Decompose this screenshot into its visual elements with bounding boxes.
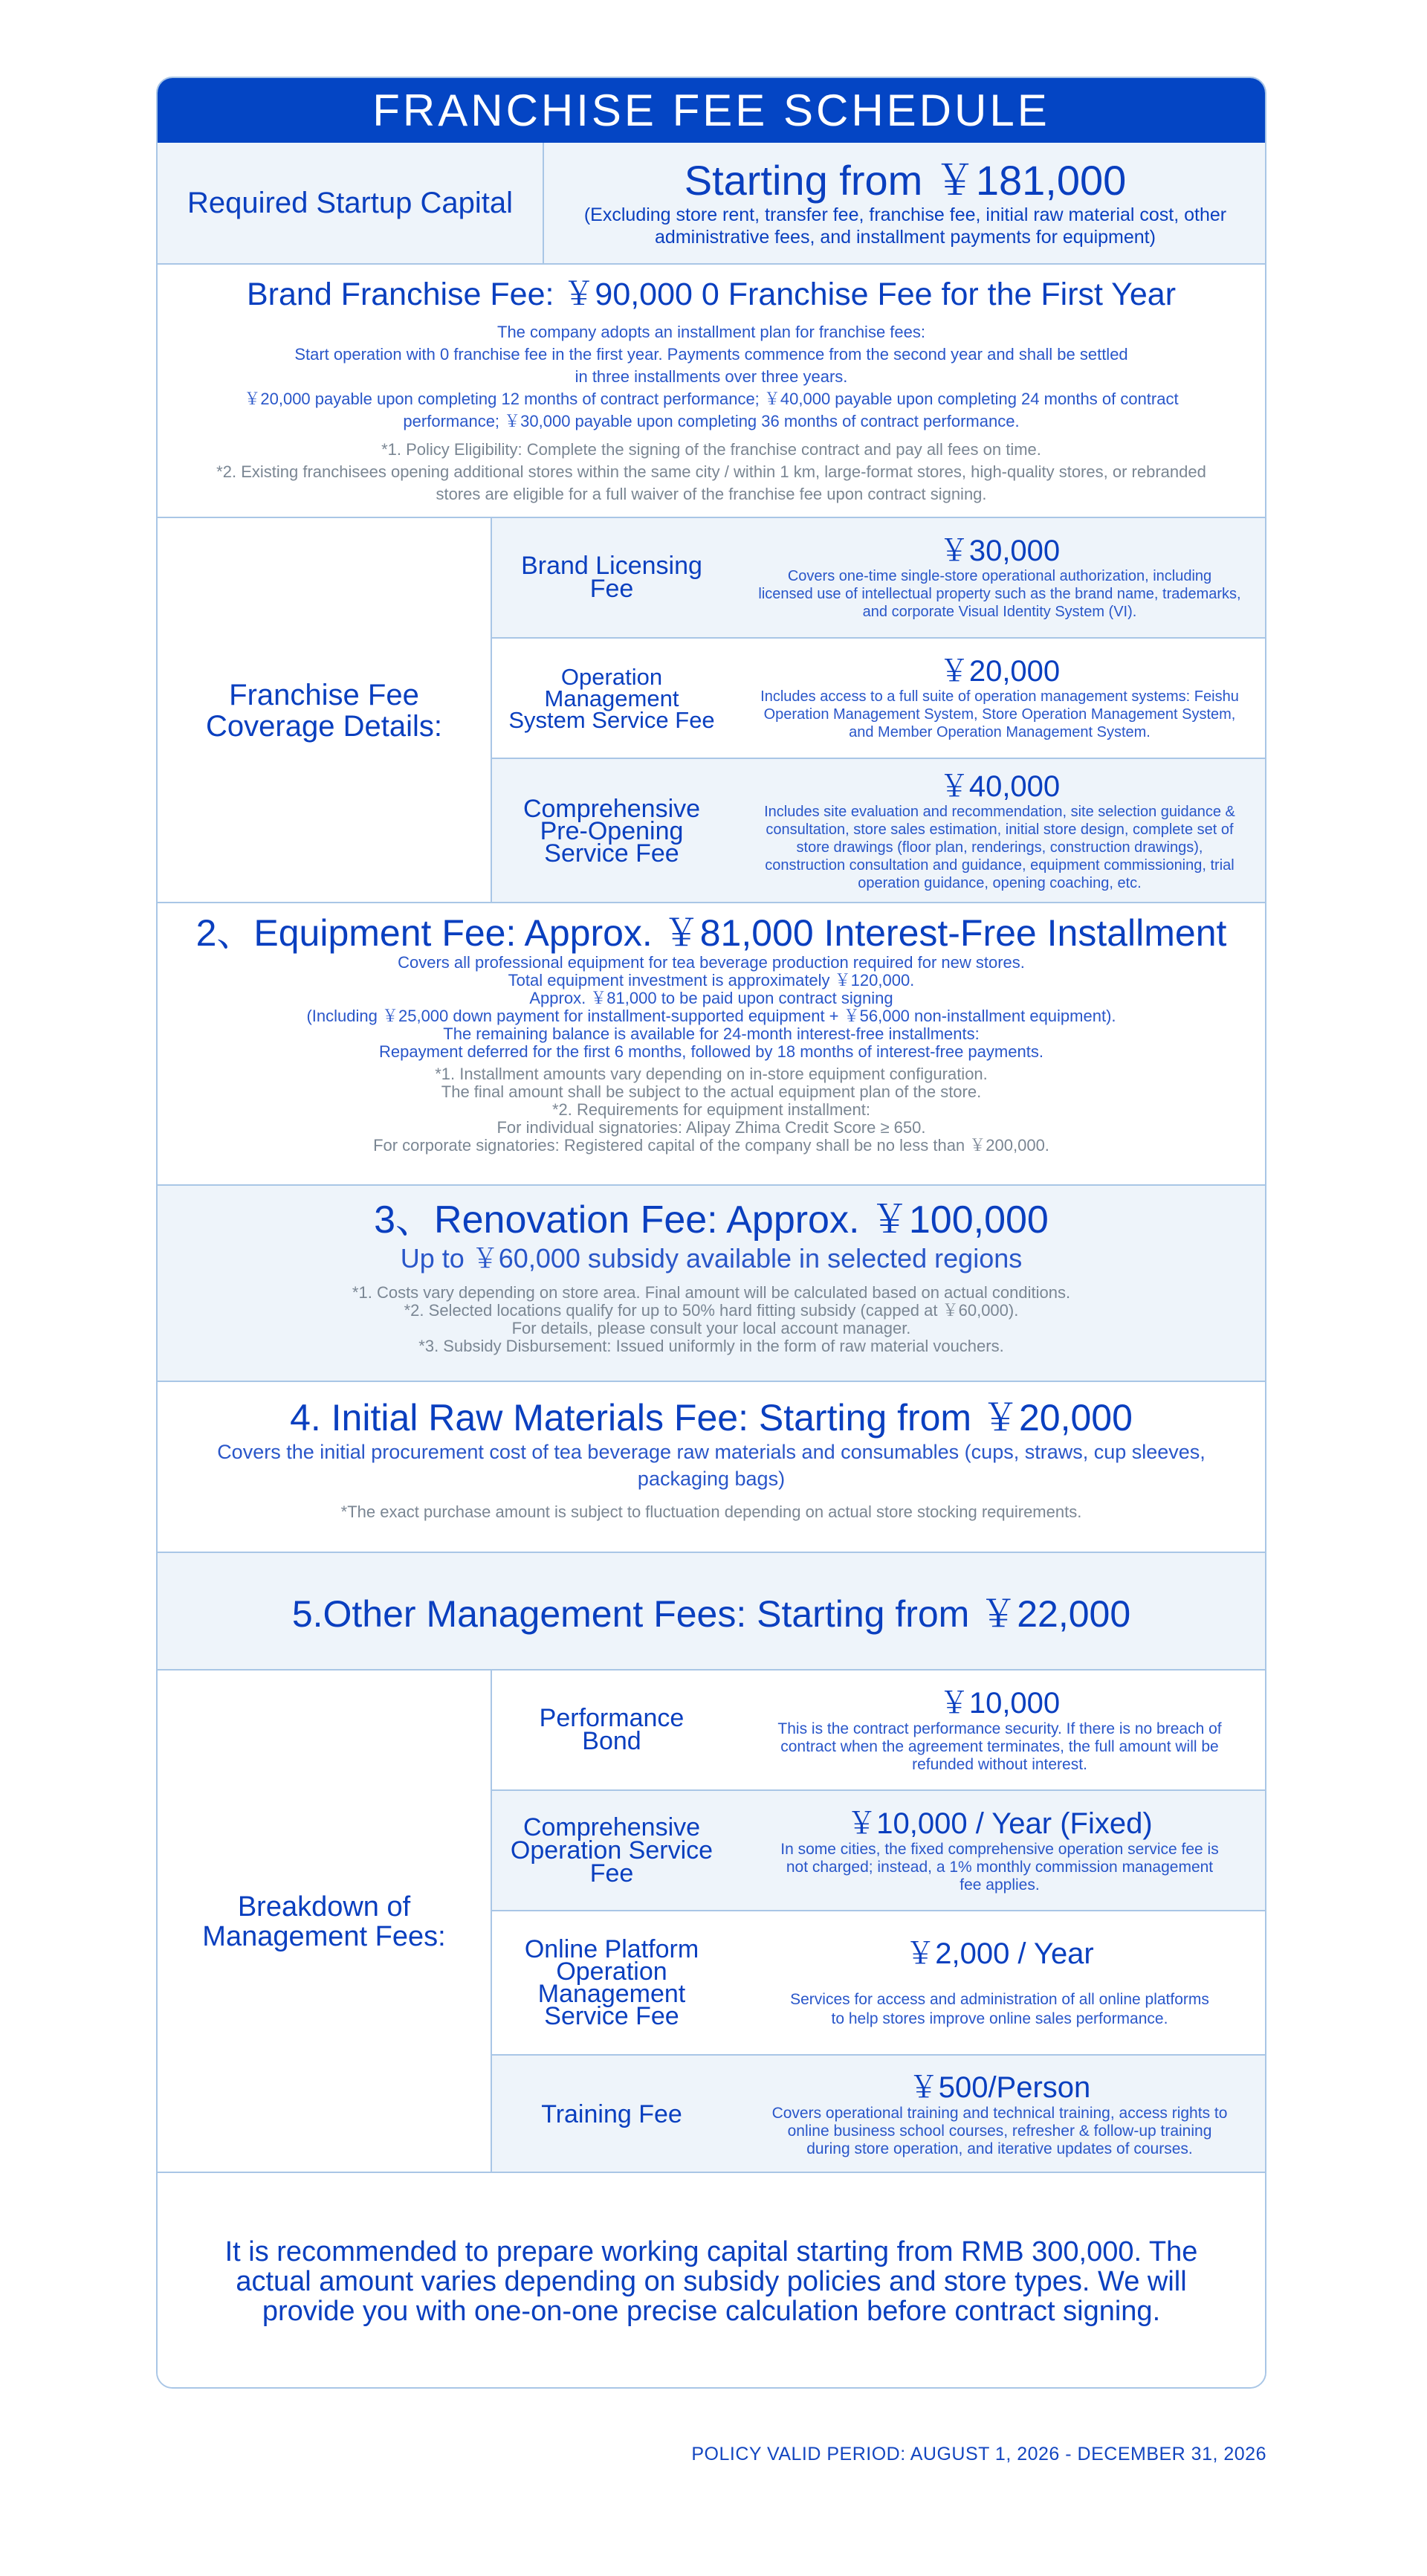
note-line: *3. Subsidy Disbursement: Issued uniformly in the form of raw material vouchers. <box>418 1337 1004 1355</box>
desc-line: Services for access and administration of all online platforms <box>790 1991 1209 2008</box>
management-description <box>777 1720 1221 1774</box>
management-description <box>790 1990 1209 2029</box>
raw-materials-description <box>158 1439 1265 1492</box>
note-line: For corporate signatories: Registered capital of the company shall be no less than ￥200,000. <box>373 1136 1049 1155</box>
name-line: Comprehensive <box>522 1812 701 1841</box>
coverage-price: ￥20,000 <box>939 655 1061 688</box>
note-line: For individual signatories: Alipay Zhima Credit Score ≥ 650. <box>496 1118 926 1137</box>
coverage-description <box>764 803 1235 892</box>
desc-line: store drawings (floor plan, renderings, construction drawings), <box>796 839 1203 856</box>
recommend-line: actual amount varies depending on subsidy policies and store types. We will <box>236 2266 1187 2297</box>
coverage-label-line: Franchise Fee <box>229 679 419 711</box>
plan-line: The company adopts an installment plan for franchise fees: <box>497 323 925 341</box>
management-label-line: Management Fees: <box>202 1921 446 1952</box>
coverage-label <box>158 518 491 903</box>
note-line: *1. Policy Eligibility: Complete the signing of the franchise contract and pay all fees on time. <box>381 440 1041 459</box>
note-line: *2. Existing franchisees opening additional stores within the same city / within 1 km, large-format stores, high-quality stores, or rebranded <box>216 462 1206 481</box>
desc-line: not charged; instead, a 1% monthly commission management <box>786 1859 1214 1876</box>
name-line: Online Platform <box>524 1935 699 1963</box>
desc-line: Includes site evaluation and recommendation, site selection guidance & <box>764 804 1235 820</box>
plan-line: ￥20,000 payable upon completing 12 months of contract performance; ￥40,000 payable upon completing 24 months of contract <box>244 390 1179 408</box>
coverage-row-detail <box>733 639 1266 758</box>
note-line: stores are eligible for a full waiver of the franchise fee upon contract signing. <box>436 485 987 503</box>
name-line: Operation Service <box>510 1836 714 1865</box>
name-line: Performance <box>539 1704 685 1732</box>
desc-line: and Member Operation Management System. <box>849 724 1151 740</box>
detail-line: Total equipment investment is approximately ￥120,000. <box>508 971 915 990</box>
detail-line: (Including ￥25,000 down payment for installment-supported equipment + ￥56,000 non-installment equipment). <box>306 1007 1116 1025</box>
note-line: *2. Selected locations qualify for up to 50% hard fitting subsidy (capped at ￥60,000). <box>404 1301 1019 1320</box>
management-price: ￥2,000 / Year <box>905 1937 1094 1970</box>
detail-line: Covers all professional equipment for tea beverage production required for new stores. <box>398 953 1025 972</box>
installment-plan <box>158 321 1265 433</box>
raw-materials-title: 4. Initial Raw Materials Fee: Starting from ￥20,000 <box>290 1397 1133 1439</box>
renovation-notes <box>158 1284 1265 1355</box>
brand-franchise-title: Brand Franchise Fee: ￥90,000 0 Franchise Fee for the First Year <box>246 277 1177 312</box>
management-row-name <box>492 2056 731 2173</box>
startup-capital-value: Starting from ￥181,000 <box>684 157 1127 204</box>
desc-line: In some cities, the fixed comprehensive operation service fee is <box>780 1841 1219 1858</box>
desc-line: refunded without interest. <box>912 1756 1087 1773</box>
management-price: ￥500/Person <box>908 2071 1091 2104</box>
desc-line: construction consultation and guidance, equipment commissioning, trial <box>765 857 1235 874</box>
plan-line: Start operation with 0 franchise fee in the first year. Payments commence from the second year and shall be settled <box>294 345 1128 364</box>
management-breakdown-section <box>158 1669 1265 2172</box>
desc-line: Covers the initial procurement cost of tea beverage raw materials and consumables (cups, straws, cup sleeves, <box>217 1441 1206 1463</box>
fee-schedule-card <box>156 77 1266 2389</box>
other-fees-title: 5.Other Management Fees: Starting from ￥22,000 <box>291 1593 1131 1635</box>
management-row-detail <box>733 1670 1266 1789</box>
equipment-title: 2、Equipment Fee: Approx. ￥81,000 Interest-Free Installment <box>195 912 1227 954</box>
management-row-name <box>492 1670 731 1789</box>
recommendation-text <box>158 2237 1265 2326</box>
recommend-line: It is recommended to prepare working capital starting from RMB 300,000. The <box>224 2236 1198 2267</box>
management-label-line: Breakdown of <box>237 1891 411 1923</box>
desc-line: Includes access to a full suite of operation management systems: Feishu <box>760 688 1239 705</box>
management-row <box>492 1791 1266 1910</box>
renovation-subtitle: Up to ￥60,000 subsidy available in selected regions <box>400 1243 1023 1274</box>
note-line: The final amount shall be subject to the actual equipment plan of the store. <box>441 1082 982 1101</box>
name-line: System Service Fee <box>508 706 715 733</box>
name-line: Bond <box>582 1727 641 1755</box>
startup-capital-section <box>158 143 1265 263</box>
note-line: *1. Costs vary depending on store area. Final amount will be calculated based on actual conditions. <box>352 1283 1071 1302</box>
coverage-price: ￥40,000 <box>939 770 1061 803</box>
raw-materials-section <box>158 1381 1265 1552</box>
name-line: Operation <box>556 1957 667 1986</box>
renovation-title: 3、Renovation Fee: Approx. ￥100,000 <box>374 1198 1049 1242</box>
name-line: Operation <box>560 663 663 690</box>
coverage-section <box>158 517 1265 902</box>
management-row <box>492 1911 1266 2054</box>
management-row <box>492 1670 1266 1789</box>
detail-line: The remaining balance is available for 24-month interest-free installments: <box>443 1024 980 1043</box>
coverage-row <box>492 759 1266 903</box>
desc-line: online business school courses, refresher & follow-up training <box>787 2123 1212 2140</box>
schedule-title: FRANCHISE FEE SCHEDULE <box>372 85 1050 135</box>
desc-line: during store operation, and iterative updates of courses. <box>806 2140 1193 2157</box>
coverage-row <box>492 639 1266 758</box>
equipment-section <box>158 902 1265 1184</box>
note-line: For details, please consult your local account manager. <box>511 1319 911 1337</box>
coverage-row-name <box>492 518 731 637</box>
other-fees-section <box>158 1552 1265 1669</box>
desc-line: fee applies. <box>960 1876 1040 1894</box>
name-line: Pre-Opening <box>540 817 684 845</box>
policy-valid-period: POLICY VALID PERIOD: AUGUST 1, 2026 - DECEMBER 31, 2026 <box>691 2444 1266 2464</box>
management-price: ￥10,000 / Year (Fixed) <box>847 1807 1153 1840</box>
note-line: *2. Requirements for equipment installment: <box>552 1100 870 1119</box>
name-line: Management <box>537 1980 686 2008</box>
desc-line: Covers operational training and technical training, access rights to <box>771 2105 1228 2122</box>
management-row <box>492 2056 1266 2173</box>
desc-line: packaging bags) <box>637 1468 786 1490</box>
management-label <box>158 1670 491 2173</box>
raw-materials-note: *The exact purchase amount is subject to fluctuation depending on actual store stocking requirements. <box>340 1502 1082 1521</box>
equipment-details <box>158 954 1265 1061</box>
name-line: Comprehensive <box>522 795 701 823</box>
name-line: Brand Licensing <box>521 552 702 580</box>
management-row-detail <box>733 1911 1266 2054</box>
coverage-label-line: Coverage Details: <box>206 710 442 743</box>
schedule-header <box>158 78 1265 143</box>
desc-line: to help stores improve online sales performance. <box>831 2010 1168 2027</box>
desc-line: licensed use of intellectual property such as the brand name, trademarks, <box>758 586 1241 602</box>
detail-line: Repayment deferred for the first 6 months, followed by 18 months of interest-free payments. <box>379 1042 1043 1061</box>
recommend-line: provide you with one-on-one precise calculation before contract signing. <box>262 2296 1161 2327</box>
brand-franchise-section <box>158 263 1265 517</box>
recommendation-section <box>158 2172 1265 2389</box>
coverage-row-detail <box>733 518 1266 637</box>
management-row-detail <box>733 1791 1266 1910</box>
desc-line: Operation Management System, Store Operation Management System, <box>763 706 1236 723</box>
management-row-name <box>492 1791 731 1910</box>
coverage-price: ￥30,000 <box>939 535 1061 567</box>
name-line: Service Fee <box>544 2002 679 2030</box>
name-line: Management <box>544 685 679 711</box>
plan-line: performance; ￥30,000 payable upon completing 36 months of contract performance. <box>403 412 1020 430</box>
management-row-detail <box>733 2056 1266 2173</box>
management-price: ￥10,000 <box>939 1687 1061 1720</box>
coverage-row-detail <box>733 759 1266 903</box>
coverage-description <box>760 688 1239 741</box>
equipment-notes <box>158 1065 1265 1155</box>
coverage-description <box>758 567 1240 621</box>
management-description <box>772 2105 1228 2158</box>
management-row-name <box>492 1911 731 2054</box>
detail-line: Approx. ￥81,000 to be paid upon contract signing <box>529 989 893 1007</box>
renovation-section <box>158 1184 1265 1381</box>
management-description <box>780 1841 1218 1894</box>
name-line: Fee <box>589 575 634 603</box>
desc-line: This is the contract performance security. If there is no breach of <box>777 1720 1222 1737</box>
name-line: Training Fee <box>541 2099 682 2128</box>
desc-line: operation guidance, opening coaching, etc. <box>858 875 1142 891</box>
desc-line: and corporate Visual Identity System (VI). <box>862 604 1137 620</box>
desc-line: contract when the agreement terminates, the full amount will be <box>780 1738 1219 1755</box>
name-line: Service Fee <box>544 839 679 868</box>
coverage-row <box>492 518 1266 637</box>
desc-line: Covers one-time single-store operational authorization, including <box>787 568 1212 584</box>
coverage-row-name <box>492 639 731 758</box>
desc-line: consultation, store sales estimation, initial store design, complete set of <box>766 821 1234 838</box>
startup-capital-label: Required Startup Capital <box>187 186 514 219</box>
name-line: Fee <box>589 1859 634 1888</box>
startup-capital-note: (Excluding store rent, transfer fee, franchise fee, initial raw material cost, other administrative fees, and installment payments for equipment) <box>583 204 1227 248</box>
plan-line: in three installments over three years. <box>575 367 848 386</box>
startup-capital-value-cell <box>544 143 1266 263</box>
brand-notes <box>158 439 1265 506</box>
note-line: *1. Installment amounts vary depending on in-store equipment configuration. <box>435 1065 988 1083</box>
coverage-row-name <box>492 759 731 903</box>
